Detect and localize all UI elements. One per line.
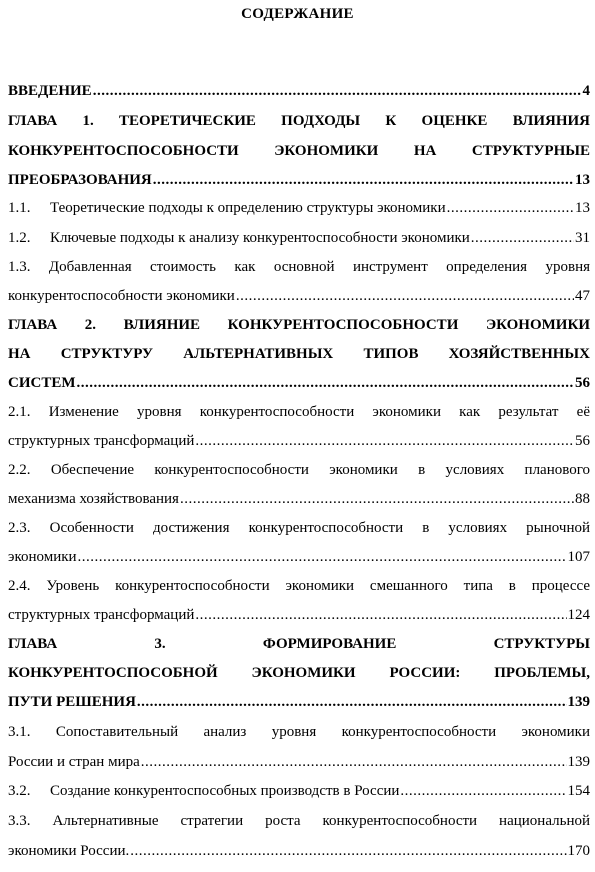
page-number: 13	[575, 200, 590, 216]
page-number: 56	[575, 433, 590, 449]
dot-leader	[130, 843, 566, 860]
toc-entry-intro[interactable]	[8, 83, 590, 100]
dot-leader	[93, 83, 582, 100]
page-number: 139	[567, 754, 590, 770]
page-number: 124	[567, 607, 590, 623]
entry-text: ПУТИ РЕШЕНИЯ	[8, 694, 136, 710]
toc-section-2-4-line-2[interactable]	[8, 607, 590, 624]
toc-chapter-1-line-1[interactable]: ГЛАВА 1. ТЕОРЕТИЧЕСКИЕ ПОДХОДЫ К ОЦЕНКЕ ВЛИЯНИЯ	[8, 113, 590, 129]
entry-text: структурных трансформаций	[8, 433, 195, 449]
entry-text: механизма хозяйствования	[8, 491, 179, 507]
entry-text: ПРЕОБРАЗОВАНИЯ	[8, 172, 152, 188]
page-number: 170	[567, 843, 590, 859]
dot-leader	[78, 549, 567, 566]
section-number: 3.2.	[8, 783, 31, 799]
entry-text: ВВЕДЕНИЕ	[8, 83, 92, 99]
dot-leader	[180, 491, 574, 508]
entry-text: экономики	[8, 549, 77, 565]
page-number: 88	[575, 491, 590, 507]
toc-chapter-3-line-3[interactable]	[8, 694, 590, 711]
toc-section-3-3-line-2[interactable]	[8, 843, 590, 860]
page-number: 4	[582, 83, 590, 99]
entry-text: экономики России.	[8, 843, 130, 859]
dot-leader	[471, 230, 574, 247]
dot-leader	[141, 754, 567, 771]
entry-text	[8, 200, 446, 217]
dot-leader	[236, 288, 574, 305]
toc-chapter-3-line-2[interactable]: КОНКУРЕНТОСПОСОБНОЙ ЭКОНОМИКИ РОССИИ: ПРОБЛЕМЫ,	[8, 665, 590, 681]
entry-text: России и стран мира	[8, 754, 140, 770]
toc-chapter-1-line-3[interactable]	[8, 172, 590, 189]
page-number: 139	[567, 694, 590, 710]
entry-text: структурных трансформаций	[8, 607, 195, 623]
toc-section-3-1-line-2[interactable]	[8, 754, 590, 771]
page-number: 154	[567, 783, 590, 799]
dot-leader	[153, 172, 574, 189]
page-number: 31	[575, 230, 590, 246]
toc-chapter-2-line-3[interactable]	[8, 375, 590, 392]
toc-section-2-1-line-1[interactable]: 2.1. Изменение уровня конкурентоспособности экономики как результат её	[8, 404, 590, 420]
toc-section-3-3-line-1[interactable]: 3.3. Альтернативные стратегии роста конкурентоспособности национальной	[8, 813, 590, 829]
toc-chapter-3-line-1[interactable]: ГЛАВА 3. ФОРМИРОВАНИЕ СТРУКТУРЫ	[8, 636, 590, 652]
toc-section-2-1-line-2[interactable]	[8, 433, 590, 450]
entry-text: СИСТЕМ	[8, 375, 76, 391]
toc-section-1-1[interactable]	[8, 200, 590, 217]
section-title: Теоретические подходы к определению структуры экономики	[50, 200, 446, 216]
dot-leader	[447, 200, 574, 217]
page-number: 56	[575, 375, 590, 391]
entry-text: конкурентоспособности экономики	[8, 288, 235, 304]
toc-chapter-2-line-1[interactable]: ГЛАВА 2. ВЛИЯНИЕ КОНКУРЕНТОСПОСОБНОСТИ ЭКОНОМИКИ	[8, 317, 590, 333]
entry-text	[8, 230, 470, 247]
toc-section-1-2[interactable]	[8, 230, 590, 247]
toc-title: СОДЕРЖАНИЕ	[241, 6, 354, 22]
dot-leader	[137, 694, 567, 711]
toc-chapter-2-line-2[interactable]: НА СТРУКТУРУ АЛЬТЕРНАТИВНЫХ ТИПОВ ХОЗЯЙСТВЕННЫХ	[8, 346, 590, 362]
page-number: 13	[575, 172, 590, 188]
toc-section-2-4-line-1[interactable]: 2.4. Уровень конкурентоспособности экономики смешанного типа в процессе	[8, 578, 590, 594]
toc-section-2-2-line-1[interactable]: 2.2. Обеспечение конкурентоспособности экономики в условиях планового	[8, 462, 590, 478]
page-number: 107	[567, 549, 590, 565]
toc-section-1-3-line-2[interactable]	[8, 288, 590, 305]
dot-leader	[195, 607, 566, 624]
toc-section-1-3-line-1[interactable]: 1.3. Добавленная стоимость как основной инструмент определения уровня	[8, 259, 590, 275]
section-number: 1.2.	[8, 230, 31, 246]
toc-section-2-2-line-2[interactable]	[8, 491, 590, 508]
dot-leader	[77, 375, 575, 392]
dot-leader	[195, 433, 574, 450]
section-number: 1.1.	[8, 200, 31, 216]
toc-section-3-1-line-1[interactable]: 3.1. Сопоставительный анализ уровня конкурентоспособности экономики	[8, 724, 590, 740]
dot-leader	[400, 783, 566, 800]
toc-section-2-3-line-1[interactable]: 2.3. Особенности достижения конкурентоспособности в условиях рыночной	[8, 520, 590, 536]
entry-text	[8, 783, 399, 800]
toc-section-2-3-line-2[interactable]	[8, 549, 590, 566]
page-number: 47	[575, 288, 590, 304]
toc-chapter-1-line-2[interactable]: КОНКУРЕНТОСПОСОБНОСТИ ЭКОНОМИКИ НА СТРУКТУРНЫЕ	[8, 143, 590, 159]
toc-section-3-2[interactable]	[8, 783, 590, 800]
section-title: Создание конкурентоспособных производств в России	[50, 783, 400, 799]
section-title: Ключевые подходы к анализу конкурентоспособности экономики	[50, 230, 470, 246]
